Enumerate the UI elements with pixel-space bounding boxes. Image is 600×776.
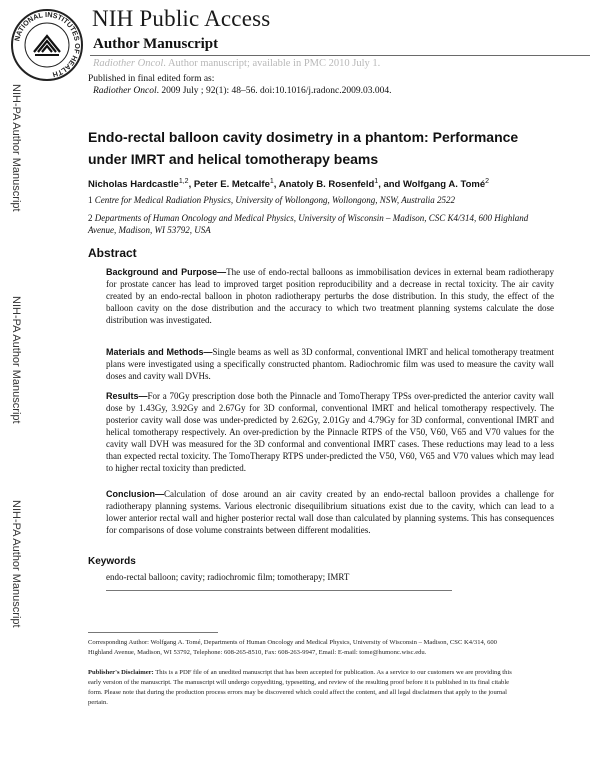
abstract-conclusion (106, 488, 554, 536)
author-manuscript-subtitle: Author Manuscript (93, 36, 219, 52)
disclaimer-text: This is a PDF file of an unedited manuscript that has been accepted for publication. As a service to our customers we are providing this early version of the manuscript. The manuscript will undergo copyediting, typesetting, and review of the resulting proof before it is published in its final citable form. Please note that during the production process errors may be discovered which could affect the content, and all legal disclaimers that apply to the journal pertain. (88, 669, 512, 706)
abstract-background (106, 266, 554, 326)
author-3: Anatoly B. Rosenfeld (278, 179, 375, 191)
eagle-icon (34, 36, 60, 52)
section-text: The use of endo-rectal balloons as immobilisation devices in external beam radiotherapy for prostate cancer has lead to improved target position reproducibility and a decrease in rectal toxicity. The air cavity created by an endo-rectal balloon in photon radiotherapy perturbs the dose distribution. In this study, the effect of the balloon cavity on the dose distribution and the accuracy to which two treatment planning systems calculate the dose distribution was investigated. (106, 267, 554, 325)
author-separator: , (273, 179, 279, 191)
section-label: Results— (106, 391, 148, 401)
footnote-divider (88, 632, 218, 633)
author-4-affil: 2 (485, 178, 490, 185)
availability-line (93, 58, 380, 69)
author-4: Wolfgang A. Tomé (403, 179, 486, 191)
keywords-divider (106, 590, 452, 591)
side-label-middle: NIH-PA Author Manuscript (10, 296, 22, 424)
keywords-heading: Keywords (88, 556, 136, 567)
affiliation-1 (88, 194, 548, 206)
nih-logo (10, 8, 84, 82)
citation-details: . 2009 July ; 92(1): 48–56. doi:10.1016/j.radonc.2009.03.004. (156, 86, 392, 96)
affiliation-2 (88, 212, 548, 236)
published-label: Published in final edited form as: (88, 74, 215, 84)
availability-text: . Author manuscript; available in PMC 2010 July 1. (163, 58, 381, 69)
author-2-affil: 1 (269, 178, 274, 185)
header-divider (90, 55, 590, 56)
author-list (88, 178, 568, 190)
publisher-disclaimer (88, 668, 512, 708)
affiliation-text: Departments of Human Oncology and Medical Physics, University of Wisconsin – Madison, CSC K4/314, 600 Highland Avenue, Madison, WI 53792, USA (88, 213, 529, 235)
citation-journal: Radiother Oncol (93, 86, 157, 96)
citation-line (93, 86, 391, 96)
side-label-top: NIH-PA Author Manuscript (10, 84, 22, 212)
author-1: Nicholas Hardcastle (88, 179, 179, 191)
section-label: Background and Purpose— (106, 267, 227, 277)
article-title: Endo-rectal balloon cavity dosimetry in a phantom: Performance under IMRT and helical tomotherapy beams (88, 129, 519, 167)
availability-journal: Radiother Oncol (93, 58, 164, 69)
abstract-heading: Abstract (88, 246, 137, 260)
author-1-affil: 1,2 (178, 178, 189, 185)
affiliation-number: 1 (88, 195, 93, 205)
disclaimer-label: Publisher's Disclaimer: (88, 669, 154, 676)
nih-public-access-title: NIH Public Access (92, 6, 271, 31)
author-3-affil: 1 (374, 178, 379, 185)
affiliation-text: Centre for Medical Radiation Physics, University of Wollongong, Wollongong, NSW, Australia 2522 (94, 195, 455, 205)
author-separator: , and (378, 179, 403, 191)
corresponding-author-note: Corresponding Author: Wolfgang A. Tomé, Departments of Human Oncology and Medical Physics, University of Wisconsin – Madison, CSC K4/314, 600 Highland Avenue, Madison, WI 53792, Telephone: 608-265-8510, Fax: 608-263-9947, Email: E-mail: tome@humonc.wisc.edu. (88, 639, 497, 656)
abstract-methods (106, 346, 554, 382)
author-separator: , (188, 179, 194, 191)
logo-ring-text: NATIONAL INSTITUTES OF HEALTH (12, 9, 83, 80)
keywords-list: endo-rectal balloon; cavity; radiochromic film; tomotherapy; IMRT (106, 572, 350, 582)
side-label-bottom: NIH-PA Author Manuscript (10, 500, 22, 628)
author-2: Peter E. Metcalfe (193, 179, 270, 191)
section-label: Conclusion— (106, 489, 164, 499)
section-label: Materials and Methods— (106, 347, 213, 357)
section-text: Calculation of dose around an air cavity created by an endo-rectal balloon provides a challenge for radiotherapy planning systems. Various electronic disequilibrium situations exist due to the cavity, which can lead to a lower anterior rectal wall and higher posterior rectal wall dose than calculated by planning systems. This has consequences for comparisons of dose volume constraints between different modalities. (106, 489, 554, 535)
section-text: Single beams as well as 3D conformal, conventional IMRT and helical tomotherapy treatment plans were investigated using a specifically constructed phantom. Radiochromic film was used to measure the cavity wall doses and cavity wall DVHs. (106, 347, 554, 381)
affiliation-number: 2 (88, 213, 93, 223)
abstract-results (106, 390, 554, 474)
section-text: For a 70Gy prescription dose both the Pinnacle and TomoTherapy TPSs over-predicted the anterior cavity wall dose by 1.43Gy, 3.92Gy and 2.67Gy for 3D conformal, conventional IMRT and helical tomotherapy respectively. The posterior cavity wall dose was under-predicted by 2.62Gy, 2.01Gy and 4.79Gy for 3D conformal, conventional IMRT and helical tomotherapy respectively. An over-prediction by the Pinnacle RTPS of the V50, V60, V65 and V70 values for the cavity wall DVH was measured for the 3D conformal and conventional IMRT cases. These reductions may lead to a less than expected rectal toxicity. The TomoTherapy RTPS under-predicted the V50, V60, V65 and V70 values which may lead to higher rectal toxicity than predicted. (106, 391, 554, 473)
